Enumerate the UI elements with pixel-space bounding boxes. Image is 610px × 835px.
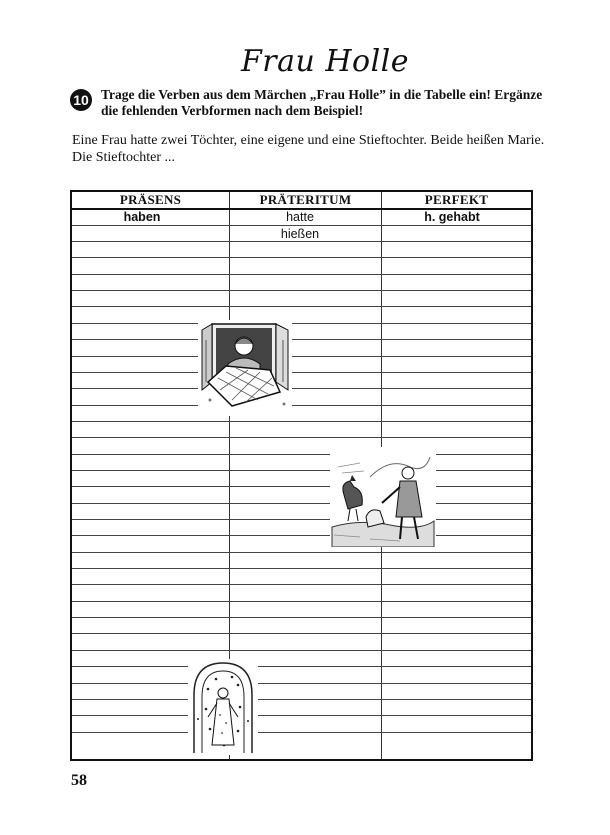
header-praesens: PRÄSENS <box>119 192 182 207</box>
row-line <box>72 241 531 242</box>
instruction-line-1: Trage die Verben aus dem Märchen „Frau Holle” in die Tabelle ein! Ergänze <box>101 87 543 102</box>
row-line <box>72 732 531 733</box>
row-line <box>72 388 531 389</box>
row-line <box>72 568 531 569</box>
row-line <box>72 274 531 275</box>
woman-shaking-pillow-illustration <box>198 320 292 416</box>
row-line <box>72 405 531 406</box>
instruction-line-2: die fehlenden Verbformen nach dem Beispiel! <box>101 103 364 118</box>
intro-text <box>72 132 572 166</box>
girl-star-arch-illustration <box>188 659 258 755</box>
verb-table <box>70 190 533 761</box>
row-line <box>72 535 531 536</box>
row-line <box>72 715 531 716</box>
row-line <box>72 225 531 226</box>
row-line <box>72 257 531 258</box>
row-line <box>72 372 531 373</box>
cell-r1-praeteritum: hatte <box>286 210 314 224</box>
row-line <box>72 437 531 438</box>
row-line <box>72 633 531 634</box>
exercise-number-badge: 10 <box>70 89 92 111</box>
row-line <box>72 421 531 422</box>
row-line <box>72 290 531 291</box>
row-line <box>72 470 531 471</box>
row-line <box>72 503 531 504</box>
intro-line-1: Eine Frau hatte zwei Töchter, eine eigene und eine Stieftochter. Beide heißen Marie. <box>72 133 545 148</box>
header-perfekt: PERFEKT <box>424 192 489 207</box>
row-line <box>72 339 531 340</box>
row-line <box>72 650 531 651</box>
exercise-instruction <box>101 87 561 119</box>
row-line <box>72 323 531 324</box>
header-praeteritum: PRÄTERITUM <box>259 192 352 207</box>
man-with-rooster-illustration <box>330 447 436 547</box>
cell-r1-praesens: haben <box>123 210 161 224</box>
row-line <box>72 617 531 618</box>
page-number: 58 <box>71 772 87 789</box>
row-line <box>72 584 531 585</box>
row-line <box>72 519 531 520</box>
row-line <box>72 552 531 553</box>
cell-r2-praeteritum: hießen <box>280 227 320 241</box>
intro-line-2: Die Stieftochter ... <box>72 150 176 165</box>
row-line <box>72 306 531 307</box>
page-title: Frau Holle <box>240 44 410 79</box>
row-line <box>72 454 531 455</box>
row-line <box>72 699 531 700</box>
row-line <box>72 683 531 684</box>
cell-r1-perfekt: h. gehabt <box>424 210 480 224</box>
row-line <box>72 356 531 357</box>
row-line <box>72 208 531 210</box>
row-line <box>72 486 531 487</box>
row-line <box>72 666 531 667</box>
row-line <box>72 601 531 602</box>
